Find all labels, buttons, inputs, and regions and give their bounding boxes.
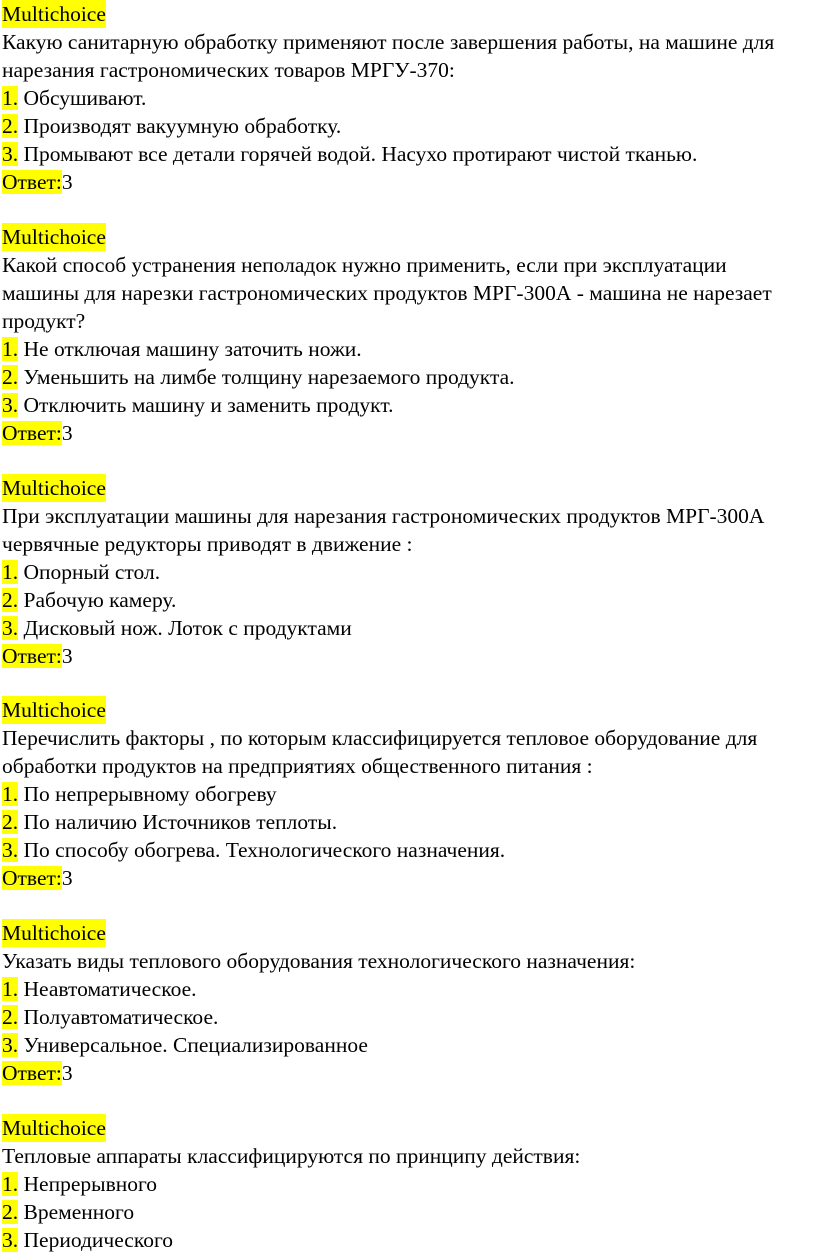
question-text: При эксплуатации машины для нарезания гастрономических продуктов МРГ-300А червячные редукторы приводят в движение : [2,504,765,556]
option-item [2,836,812,864]
question-block [2,1114,812,1254]
option-item [2,586,812,614]
option-text: Производят вакуумную обработку. [18,114,342,138]
option-text: По способу обогрева. Технологического назначения. [18,838,506,862]
option-number: 1. [2,782,19,806]
option-number: 2. [2,810,19,834]
option-item [2,975,812,1003]
option-number: 1. [2,86,19,110]
option-item [2,391,812,419]
answer-label: Ответ: [2,866,62,890]
question-block [2,474,812,670]
option-text: Отключить машину и заменить продукт. [18,393,394,417]
option-text: Непрерывного [18,1172,158,1196]
option-text: Промывают все детали горячей водой. Насухо протирают чистой тканью. [18,142,698,166]
option-number: 3. [2,1228,19,1252]
option-number: 3. [2,616,19,640]
question-type-label: Multichoice [2,2,106,26]
option-item [2,780,812,808]
answer-line [2,642,812,670]
question-type-label: Multichoice [2,921,106,945]
option-number: 3. [2,1033,19,1057]
question-text: Тепловые аппараты классифицируются по принципу действия: [2,1144,581,1168]
option-item [2,1170,812,1198]
option-text: По непрерывному обогреву [18,782,277,806]
option-text: Временного [18,1200,135,1224]
option-text: Рабочую камеру. [18,588,177,612]
option-item [2,140,812,168]
option-text: Не отключая машину заточить ножи. [18,337,362,361]
option-number: 2. [2,1200,19,1224]
option-item [2,84,812,112]
option-number: 1. [2,1172,19,1196]
option-text: Периодического [18,1228,173,1252]
option-item [2,1226,812,1254]
option-number: 1. [2,560,19,584]
option-number: 3. [2,393,19,417]
question-text: Какую санитарную обработку применяют после завершения работы, на машине для нарезания гастрономических товаров МРГУ-370: [2,30,775,82]
option-number: 2. [2,114,19,138]
option-item [2,808,812,836]
answer-value: 3 [61,644,73,668]
answer-line [2,168,812,196]
option-text: Универсальное. Специализированное [18,1033,368,1057]
question-type-label: Multichoice [2,225,106,249]
question-block [2,696,812,892]
option-item [2,1031,812,1059]
option-text: По наличию Источников теплоты. [18,810,338,834]
option-text: Дисковый нож. Лоток с продуктами [18,616,352,640]
option-text: Неавтоматическое. [18,977,197,1001]
option-item [2,335,812,363]
option-item [2,1003,812,1031]
option-item [2,112,812,140]
option-number: 1. [2,337,19,361]
answer-label: Ответ: [2,421,62,445]
question-block [2,223,812,447]
question-type-label: Multichoice [2,698,106,722]
question-type-label: Multichoice [2,476,106,500]
option-item [2,614,812,642]
answer-value: 3 [61,866,73,890]
answer-line [2,1059,812,1087]
question-text: Какой способ устранения неполадок нужно применить, если при эксплуатации машины для нарезки гастрономических продуктов МРГ-300А - машина не нарезает продукт? [2,253,772,333]
question-type-label: Multichoice [2,1116,106,1140]
option-number: 3. [2,142,19,166]
option-number: 3. [2,838,19,862]
option-item [2,1198,812,1226]
option-number: 2. [2,1005,19,1029]
answer-line [2,419,812,447]
question-block [2,919,812,1087]
option-text: Уменьшить на лимбе толщину нарезаемого продукта. [18,365,515,389]
option-text: Полуавтоматическое. [18,1005,219,1029]
answer-label: Ответ: [2,170,62,194]
answer-value: 3 [61,421,73,445]
answer-value: 3 [61,1061,73,1085]
option-text: Обсушивают. [18,86,147,110]
question-text: Указать виды теплового оборудования технологического назначения: [2,949,636,973]
option-number: 2. [2,588,19,612]
question-text: Перечислить факторы , по которым классифицируется тепловое оборудование для обработки продуктов на предприятиях общественного питания : [2,726,758,778]
option-item [2,363,812,391]
option-item [2,558,812,586]
option-number: 2. [2,365,19,389]
answer-line [2,864,812,892]
answer-value: 3 [61,170,73,194]
answer-label: Ответ: [2,1061,62,1085]
question-block [2,0,812,196]
option-number: 1. [2,977,19,1001]
answer-label: Ответ: [2,644,62,668]
option-text: Опорный стол. [18,560,161,584]
